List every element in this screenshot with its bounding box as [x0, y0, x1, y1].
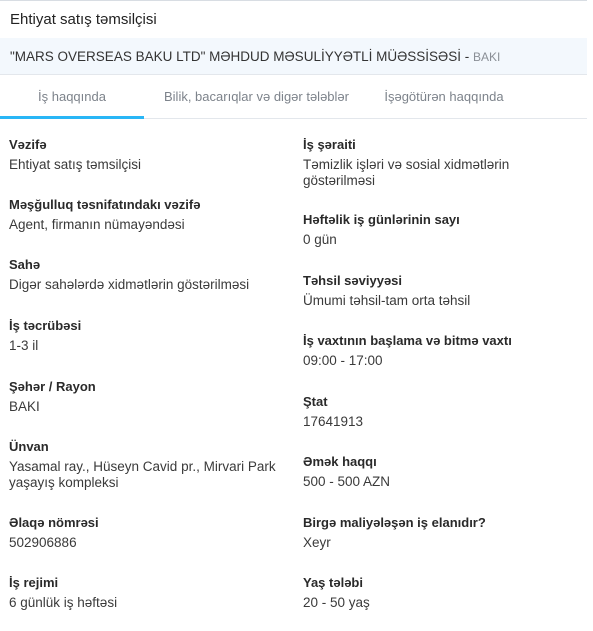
field-value: Ümumi təhsil-tam orta təhsil — [303, 293, 471, 308]
field-label: Ştat — [303, 394, 328, 409]
field-salary — [303, 454, 583, 490]
field-contact-number — [9, 515, 289, 551]
field-address — [9, 439, 289, 491]
field-value: Digər sahələrdə xidmətlərin göstərilməsi — [9, 277, 250, 292]
vacancy-title-bar — [0, 0, 587, 38]
field-value: Xeyr — [303, 535, 331, 550]
field-experience — [9, 318, 289, 354]
tab-bar — [0, 75, 587, 119]
field-education-level — [303, 273, 583, 309]
vacancy-title: Ehtiyat satış təmsilçisi — [10, 11, 157, 28]
field-label: İş rejimi — [9, 575, 59, 590]
company-city: BAKI — [472, 50, 501, 64]
field-value: 17641913 — [303, 414, 364, 429]
field-working-hours — [303, 333, 583, 369]
field-value: Agent, firmanın nümayəndəsi — [9, 217, 185, 232]
field-value: 1-3 il — [9, 338, 39, 353]
field-age-requirement — [303, 575, 583, 611]
field-value: 09:00 - 17:00 — [303, 353, 383, 368]
field-weekly-workdays — [303, 212, 583, 248]
field-city-district — [9, 379, 289, 415]
field-label: Şəhər / Rayon — [9, 379, 96, 394]
tab-about-job[interactable]: İş haqqında — [0, 75, 144, 119]
company-bar — [0, 38, 587, 75]
field-label: İş vaxtının başlama və bitmə vaxtı — [303, 333, 512, 348]
field-label: Əmək haqqı — [303, 454, 377, 469]
field-label: Ünvan — [9, 439, 49, 454]
field-label: Təhsil səviyyəsi — [303, 273, 403, 288]
field-value: 500 - 500 AZN — [303, 474, 391, 489]
field-label: Həftəlik iş günlərinin sayı — [303, 212, 460, 227]
company-name: "MARS OVERSEAS BAKU LTD" MƏHDUD MƏSULİYYƏTLİ MÜƏSSİSƏSİ — [10, 49, 461, 64]
tab-skills-requirements[interactable]: Bilik, bacarıqlar və digər tələblər — [164, 89, 349, 104]
field-label: Sahə — [9, 257, 41, 272]
field-label: Əlaqə nömrəsi — [9, 515, 99, 530]
field-label: Məşğulluq təsnifatındakı vəzifə — [9, 197, 201, 212]
field-value: 0 gün — [303, 232, 337, 247]
field-value: Yasamal ray., Hüseyn Cavid pr., Mirvari Park yaşayış kompleksi — [9, 459, 276, 490]
tab-about-employer[interactable]: İşəgötürən haqqında — [384, 89, 504, 104]
field-value: 502906886 — [9, 535, 77, 550]
field-label: İş təcrübəsi — [9, 318, 82, 333]
field-value: 20 - 50 yaş — [303, 595, 370, 610]
company-separator: - — [460, 49, 473, 64]
field-value: Təmizlik işləri və sosial xidmətlərin göstərilməsi — [303, 157, 510, 188]
field-label: Birgə maliyələşən iş elanıdır? — [303, 515, 486, 530]
field-sector — [9, 257, 289, 293]
field-co-financed — [303, 515, 583, 551]
field-staff-id — [303, 394, 583, 430]
field-value: Ehtiyat satış təmsilçisi — [9, 157, 142, 172]
field-classification-position — [9, 197, 289, 233]
field-position — [9, 137, 289, 173]
field-work-conditions — [303, 137, 583, 189]
field-label: Yaş tələbi — [303, 575, 363, 590]
field-value: 6 günlük iş həftəsi — [9, 595, 118, 610]
field-label: Vəzifə — [9, 137, 47, 152]
field-label: İş şəraiti — [303, 137, 356, 152]
field-value: BAKI — [9, 399, 40, 414]
field-work-regime — [9, 575, 289, 611]
